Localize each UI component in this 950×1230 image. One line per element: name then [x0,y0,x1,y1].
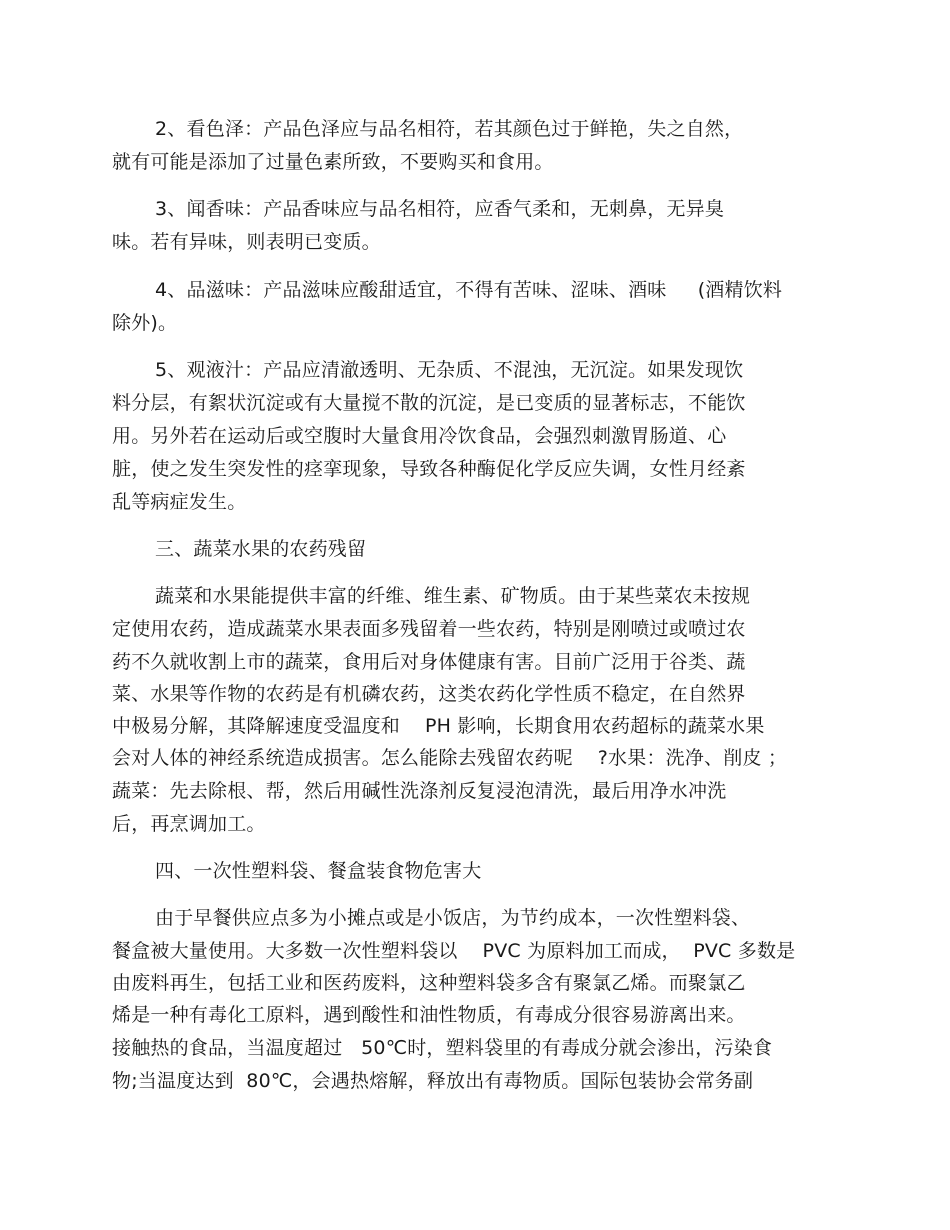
text-line: 中极易分解，其降解速度受温度和 PH 影响，长期食用农药超标的蔬菜水果 [112,715,765,737]
section-heading: 四、一次性塑料袋、餐盒装食物危害大 [155,860,482,882]
text-line: 乱等病症发生。 [112,491,247,513]
text-line: 后，再烹调加工。 [112,813,266,835]
text-line: 料分层，有絮状沉淀或有大量搅不散的沉淀，是已变质的显著标志，不能饮 [112,392,746,414]
text-line: 5、观液汁：产品应清澈透明、无杂质、不混浊，无沉淀。如果发现饮 [155,359,744,381]
text-line: 烯是一种有毒化工原料，遇到酸性和油性物质，有毒成分很容易游离出来。 [112,1004,746,1026]
text-line: 由于早餐供应点多为小摊点或是小饭店，为节约成本，一次性塑料袋、 [155,907,751,929]
text-line: 3、闻香味：产品香味应与品名相符，应香气柔和，无刺鼻，无异臭 [155,198,725,220]
text-line: 脏，使之发生突发性的痉挛现象，导致各种酶促化学反应失调，女性月经紊 [112,458,746,480]
text-line: 用。另外若在运动后或空腹时大量食用冷饮食品，会强烈刺激胃肠道、心 [112,425,727,447]
text-line: 菜、水果等作物的农药是有机磷农药，这类农药化学性质不稳定，在自然界 [112,683,746,705]
text-line: 除外)。 [112,312,178,334]
text-line: 会对人体的神经系统造成损害。怎么能除去残留农药呢 ?水果：洗净、削皮 ； [112,747,788,769]
text-line: 4、品滋味：产品滋味应酸甜适宜，不得有苦味、涩味、酒味 (酒精饮料 [155,279,783,301]
text-line: 接触热的食品，当温度超过 50℃时，塑料袋里的有毒成分就会渗出，污染食 [112,1037,773,1059]
text-line: 由废料再生，包括工业和医药废料，这种塑料袋多含有聚氯乙烯。而聚氯乙 [112,972,746,994]
text-line: 物;当温度达到 80℃，会遇热熔解，释放出有毒物质。国际包装协会常务副 [112,1070,754,1092]
text-line: 味。若有异味，则表明已变质。 [112,231,381,253]
text-line: 蔬菜和水果能提供丰富的纤维、维生素、矿物质。由于某些菜农未按规 [155,585,751,607]
text-line: 2、看色泽：产品色泽应与品名相符，若其颜色过于鲜艳，失之自然， [155,118,744,140]
text-line: 蔬菜：先去除根、帮，然后用碱性洗涤剂反复浸泡清洗，最后用净水冲洗 [112,780,727,802]
section-heading: 三、蔬菜水果的农药残留 [155,538,367,560]
text-line: 就有可能是添加了过量色素所致，不要购买和食用。 [112,151,554,173]
text-line: 定使用农药，造成蔬菜水果表面多残留着一些农药，特别是刚喷过或喷过农 [112,618,746,640]
text-line: 餐盒被大量使用。大多数一次性塑料袋以 PVC 为原料加工而成， PVC 多数是 [112,940,796,962]
text-line: 药不久就收割上市的蔬菜，食用后对身体健康有害。目前广泛用于谷类、蔬 [112,651,746,673]
